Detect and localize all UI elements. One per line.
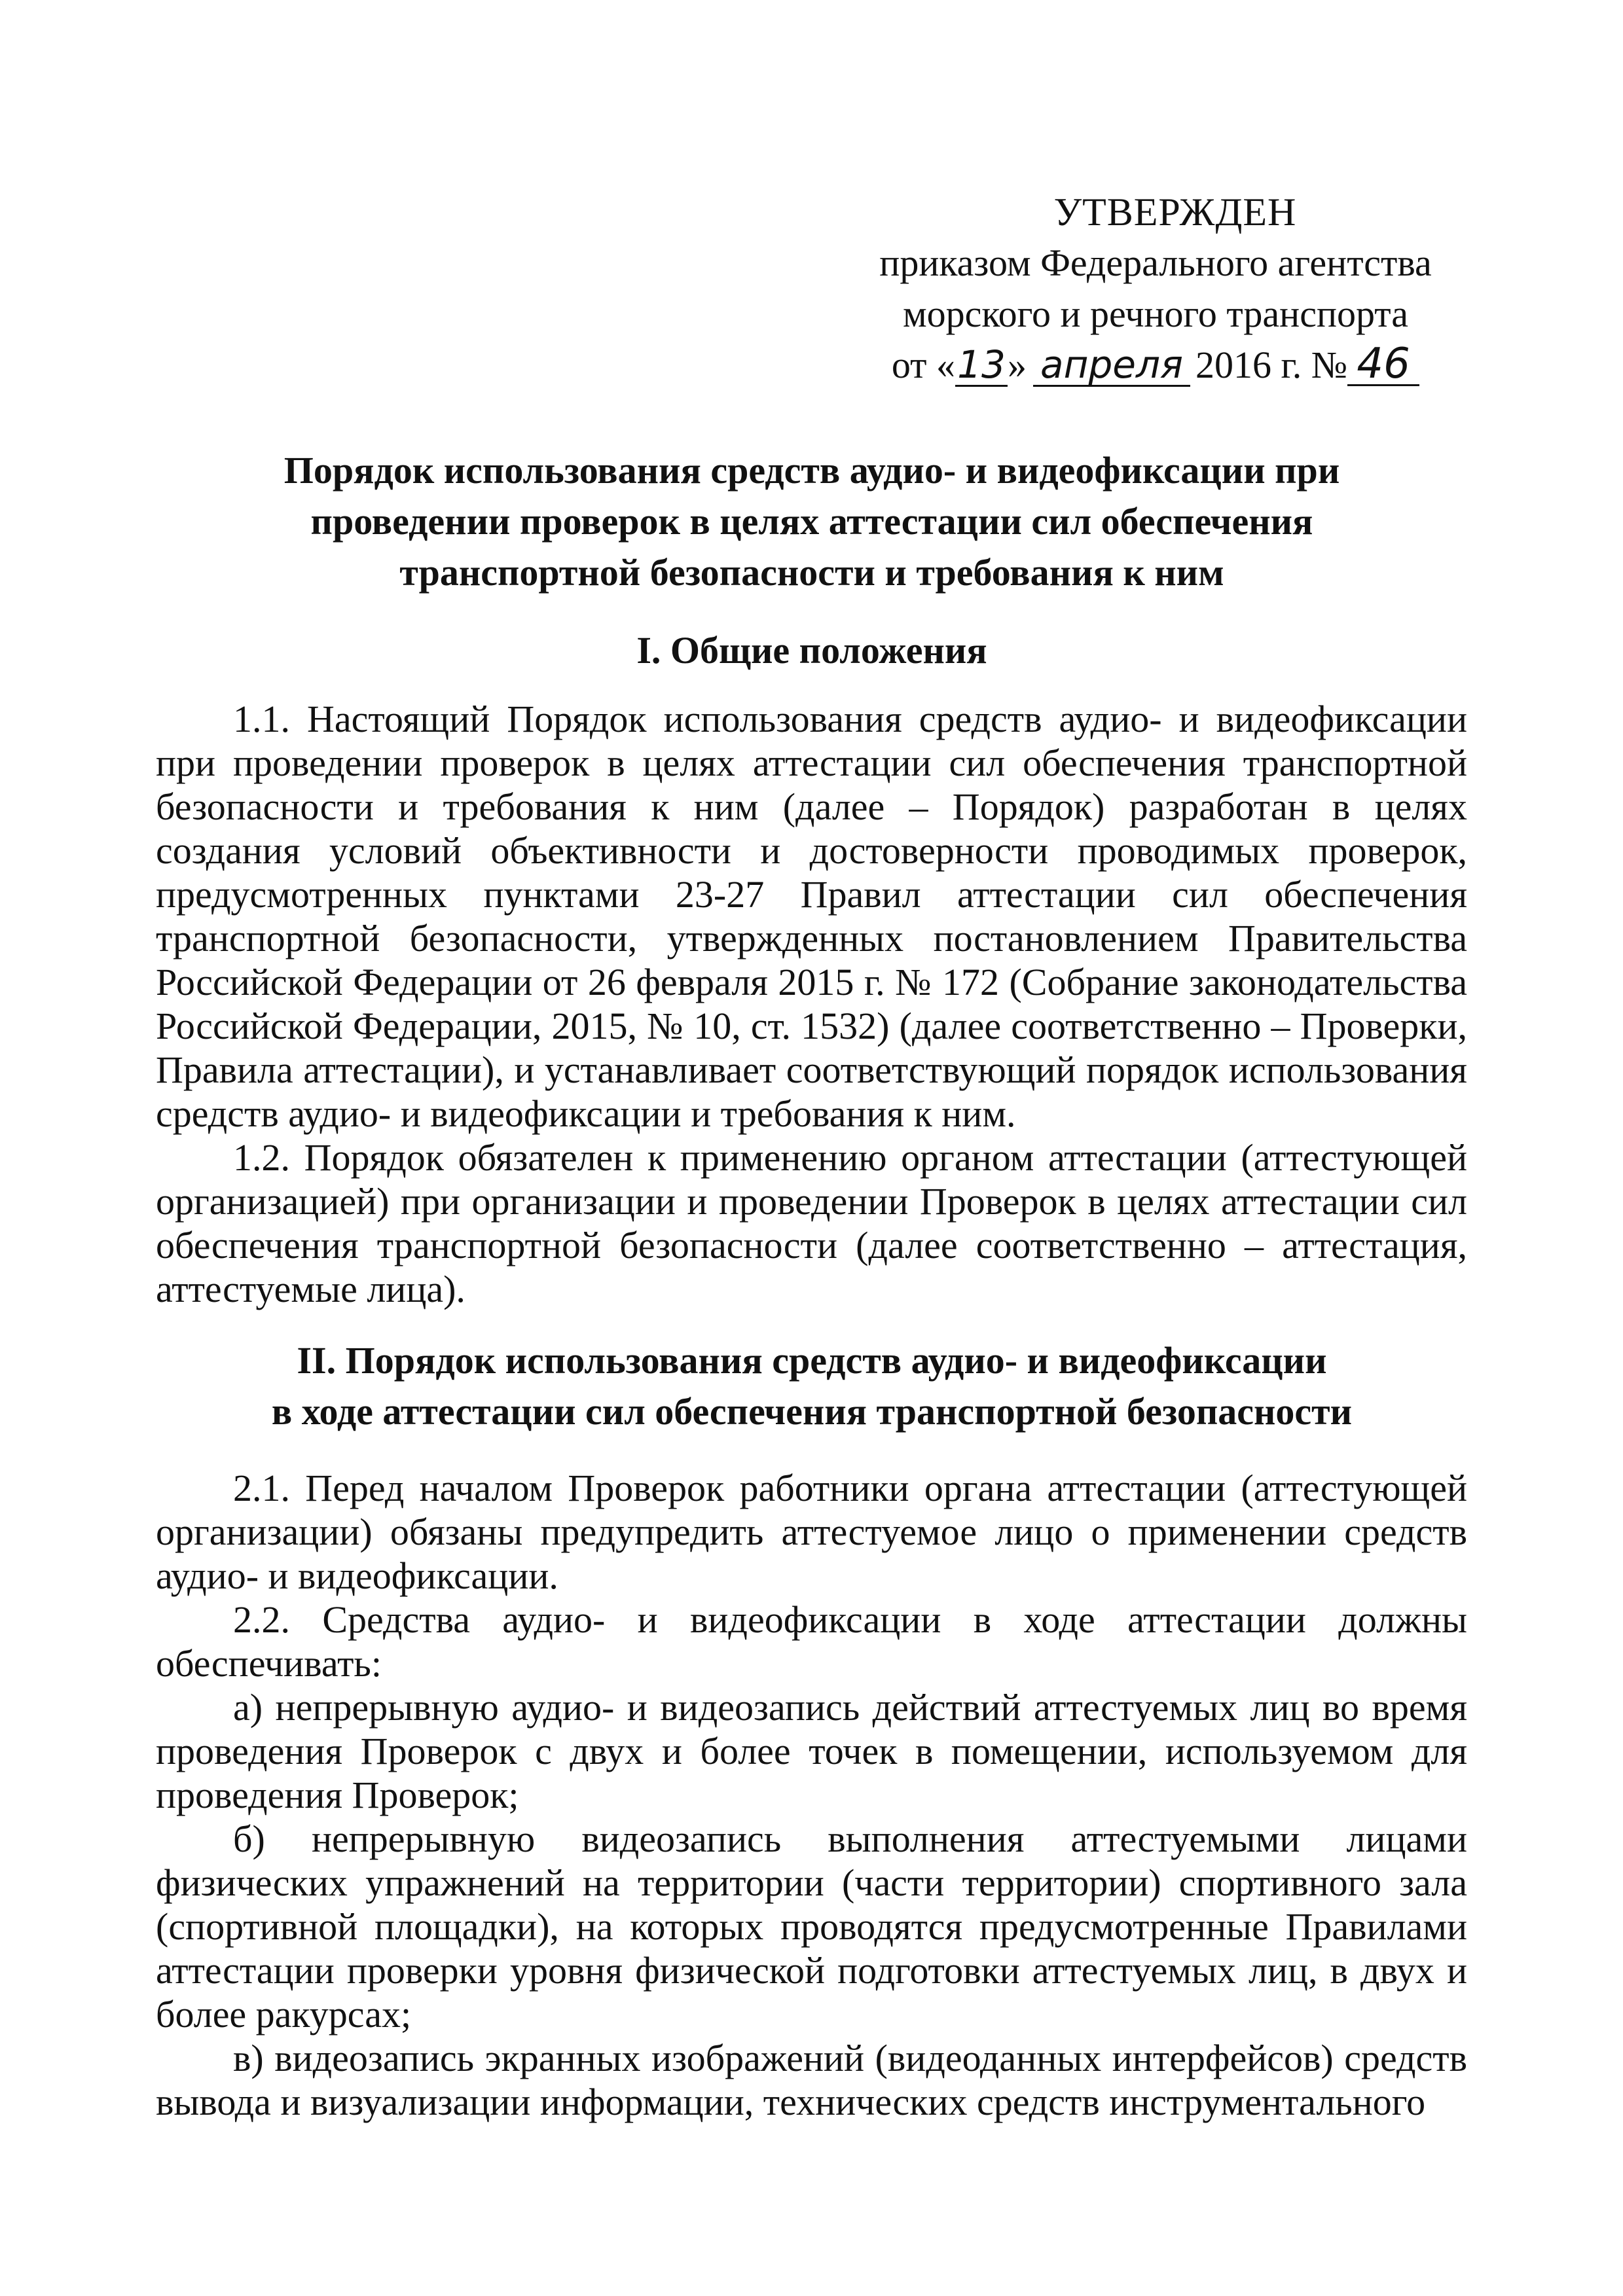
- document-title: [157, 445, 1467, 598]
- approval-block: [845, 187, 1467, 391]
- section-1-body: [156, 697, 1467, 1311]
- date-prefix: от «: [891, 344, 955, 386]
- date-mid: »: [1008, 344, 1027, 386]
- section-2-heading-line-1: II. Порядок использования средств аудио- и видеофиксации: [297, 1339, 1327, 1382]
- paragraph-1-1: 1.1. Настоящий Порядок использования средств аудио- и видеофиксации при проведении проверок в целях аттестации сил обеспечения транспортной безопасности и требования к ним (далее – Порядок) разработан в целях создания условий объективности и достоверности проводимых проверок, предусмотренных пунктами 23-27 Правил аттестации сил обеспечения транспортной безопасности, утвержденных постановлением Правительства Российской Федерации от 26 февраля 2015 г. № 172 (Собрание законодательства Российской Федерации, 2015, № 10, ст. 1532) (далее соответственно – Проверки, Правила аттестации), и устанавливает соответствующий порядок использования средств аудио- и видеофиксации и требования к ним.: [156, 698, 1467, 1135]
- paragraph-2-2: 2.2. Средства аудио- и видеофиксации в ходе аттестации должны обеспечивать:: [156, 1598, 1467, 1685]
- paragraph-1-2: 1.2. Порядок обязателен к применению органом аттестации (аттестующей организацией) при организации и проведении Проверок в целях аттестации сил обеспечения транспортной безопасности (далее соответственно – аттестация, аттестуемые лица).: [156, 1136, 1467, 1310]
- paragraph-2-1: 2.1. Перед началом Проверок работники органа аттестации (аттестующей организации) обязаны предупредить аттестуемое лицо о применении средств аудио- и видеофиксации.: [156, 1467, 1467, 1597]
- handwritten-month: апреля: [1033, 344, 1190, 387]
- title-line-3: транспортной безопасности и требования к ним: [399, 551, 1224, 594]
- approval-line-2: морского и речного транспорта: [902, 293, 1409, 335]
- date-year: 2016 г. №: [1195, 344, 1348, 386]
- title-line-1: Порядок использования средств аудио- и видеофиксации при: [283, 449, 1340, 492]
- approval-date-line: [845, 340, 1467, 391]
- title-line-2: проведении проверок в целях аттестации сил обеспечения: [310, 500, 1313, 543]
- handwritten-day: 13: [955, 344, 1008, 387]
- approval-title: УТВЕРЖДЕН: [1053, 190, 1297, 234]
- section-2-body: [156, 1466, 1467, 2124]
- approval-line-1: приказом Федерального агентства: [879, 242, 1432, 284]
- list-item-a: а) непрерывную аудио- и видеозапись действий аттестуемых лиц во время проведения Проверок с двух и более точек в помещении, используемом для проведения Проверок;: [156, 1686, 1467, 1816]
- section-2-heading: [157, 1335, 1467, 1437]
- list-item-b: б) непрерывную видеозапись выполнения аттестуемыми лицами физических упражнений на территории (части территории) спортивного зала (спортивной площадки), на которых проводятся предусмотренные Правилами аттестации проверки уровня физической подготовки аттестуемых лиц, в двух и более ракурсах;: [156, 1818, 1467, 2036]
- section-1-heading: I. Общие положения: [636, 629, 987, 672]
- section-2-heading-line-2: в ходе аттестации сил обеспечения транспортной безопасности: [271, 1390, 1353, 1433]
- handwritten-order-number: 46: [1347, 344, 1419, 386]
- list-item-c: в) видеозапись экранных изображений (видеоданных интерфейсов) средств вывода и визуализации информации, технических средств инструментального: [156, 2037, 1467, 2123]
